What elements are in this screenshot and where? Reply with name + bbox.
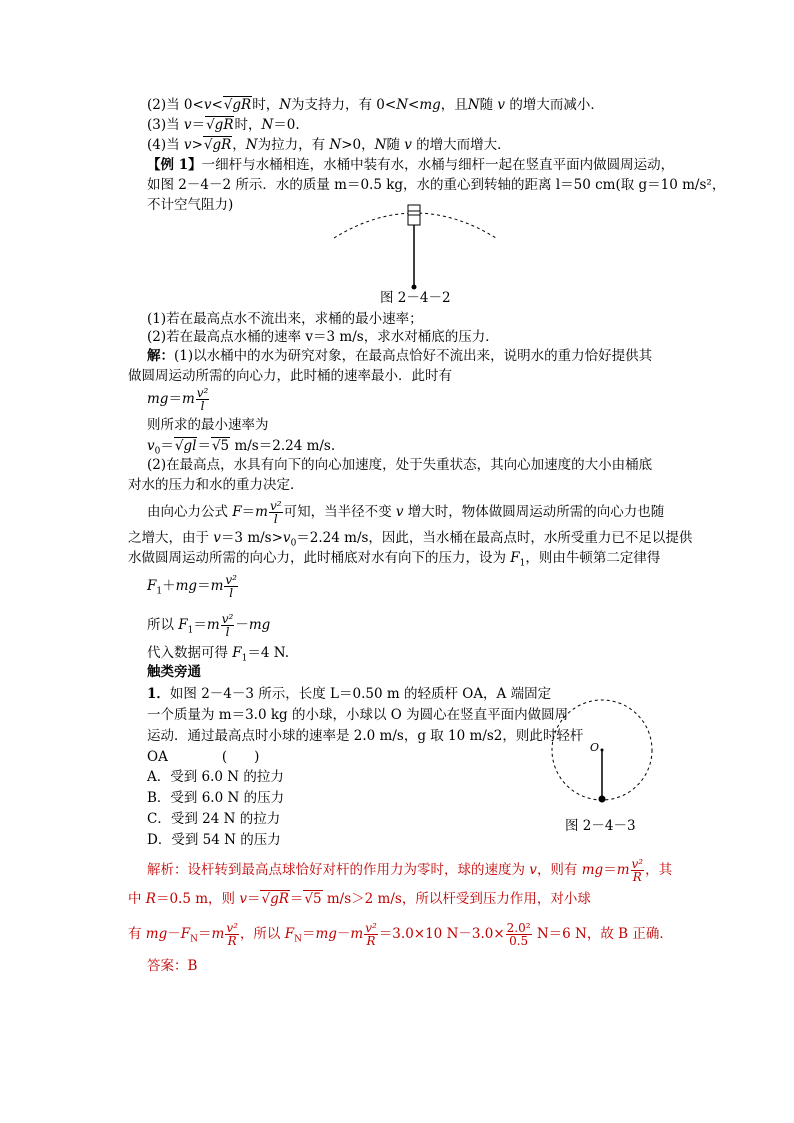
option-b[interactable]: B．受到 6.0 N 的压力 — [147, 790, 285, 806]
figure-caption-2-4-3: 图 2－4－3 — [565, 818, 636, 834]
example-line-1: 【例 1】一细杆与水桶相连，水桶中装有水，水桶与细杆一起在竖直平面内做圆周运动， — [147, 157, 675, 173]
practice-line-2: 一个质量为 m＝3.0 kg 的小球，小球以 O 为圆心在竖直平面内做圆周 — [147, 707, 569, 723]
example-line-3: 不计空气阻力) — [147, 197, 234, 213]
solution-line-5: 对水的压力和水的重力决定． — [128, 477, 304, 493]
question-2: (2)若在最高点水桶的速率 v＝3 m/s，求水对桶底的压力． — [147, 329, 499, 345]
equation-3: $F_1+mg=m$ $\frac{\text{v²}}{l}$ — [147, 573, 237, 600]
equation-2: $v_0=√gl=√5$ m/s＝2.24 m/s. — [147, 438, 336, 457]
equation-4: 所以 $F_1=m$ $\frac{\text{v²}}{l}$ －mg — [147, 612, 271, 639]
figure-2-4-3 — [548, 696, 658, 808]
option-d[interactable]: D．受到 54 N 的压力 — [147, 832, 281, 848]
solution-line-8: 水做圆周运动所需的向心力，此时桶底对水有向下的压力，设为 $F_1$，则由牛顿第二定律得 — [128, 550, 661, 569]
practice-line-4: OA ( ) — [147, 749, 260, 765]
figure-2-4-2 — [330, 200, 500, 292]
analysis-line-3: 有 $mg-F_N=m$ $\frac{\text{v²}}{R}$ ，所以 $F_N=mg-m$ $\frac{\text{v²}}{R}$ ＝3.0×10 N－3.0× $\frac{\text{2.0²}}{0.5}$ N＝6 N，故 B 正确． — [128, 921, 673, 948]
condition-4: (4)当 v>√gR，N为拉力，有 N>0，N随 v 的增大而增大． — [147, 137, 511, 153]
point-o-label: O — [590, 741, 600, 754]
condition-2: (2)当 0<v<√gR时，N为支持力，有 0<N<mg，且N随 v 的增大而减小． — [147, 97, 604, 113]
equation-5: 代入数据可得 $F_1=4$ N. — [147, 645, 290, 664]
answer: 答案：B — [147, 958, 198, 974]
solution-line-4: (2)在最高点，水具有向下的向心加速度，处于失重状态，其向心加速度的大小由桶底 — [147, 457, 653, 473]
practice-line-1: 1．如图 2－4－3 所示，长度 L＝0.50 m 的轻质杆 OA，A 端固定 — [147, 686, 552, 702]
practice-line-3: 运动．通过最高点时小球的速率是 2.0 m/s，g 取 10 m/s2，则此时轻杆 — [147, 728, 584, 744]
option-a[interactable]: A．受到 6.0 N 的拉力 — [147, 769, 284, 785]
solution-line-3: 则所求的最小速率为 — [147, 417, 269, 433]
solution-line-1: 解：(1)以水桶中的水为研究对象，在最高点恰好不流出来，说明水的重力恰好提供其 — [147, 348, 653, 364]
option-c[interactable]: C．受到 24 N 的拉力 — [147, 811, 281, 827]
solution-line-6: 由向心力公式 F＝m $\frac{\text{v²}}{l}$ 可知，当半径不变 v 增大时，物体做圆周运动所需的向心力也随 — [147, 499, 665, 526]
figure-caption-2-4-2: 图 2－4－2 — [380, 290, 451, 306]
question-1: (1)若在最高点水不流出来，求桶的最小速率； — [147, 311, 423, 327]
solution-line-7: 之增大，由于 v＝3 $m/s>v_0=2.24$ m/s，因此，当水桶在最高点时，水所受重力已不足以提供 — [128, 530, 693, 549]
equation-1: mg＝m $\frac{\text{v²}}{l}$ — [147, 386, 209, 413]
solution-line-2: 做圆周运动所需的向心力，此时桶的速率最小．此时有 — [128, 368, 452, 384]
practice-heading: 触类旁通 — [147, 664, 201, 680]
example-line-2: 如图 2－4－2 所示．水的质量 m＝0.5 kg，水的重心到转轴的距离 l＝50 cm(取 g＝10 m/s²， — [147, 177, 726, 193]
condition-3: (3)当 v＝√gR时，N＝0. — [147, 117, 300, 133]
analysis-line-2: 中 R＝0.5 m，则 v＝√gR＝√5 m/s＞2 m/s，所以杆受到压力作用，对小球 — [128, 891, 591, 907]
analysis-line-1: 解析：设杆转到最高点球恰好对杆的作用力为零时，球的速度为 v，则有 mg＝m $\frac{\text{v²}}{R}$ ，其 — [147, 857, 673, 884]
